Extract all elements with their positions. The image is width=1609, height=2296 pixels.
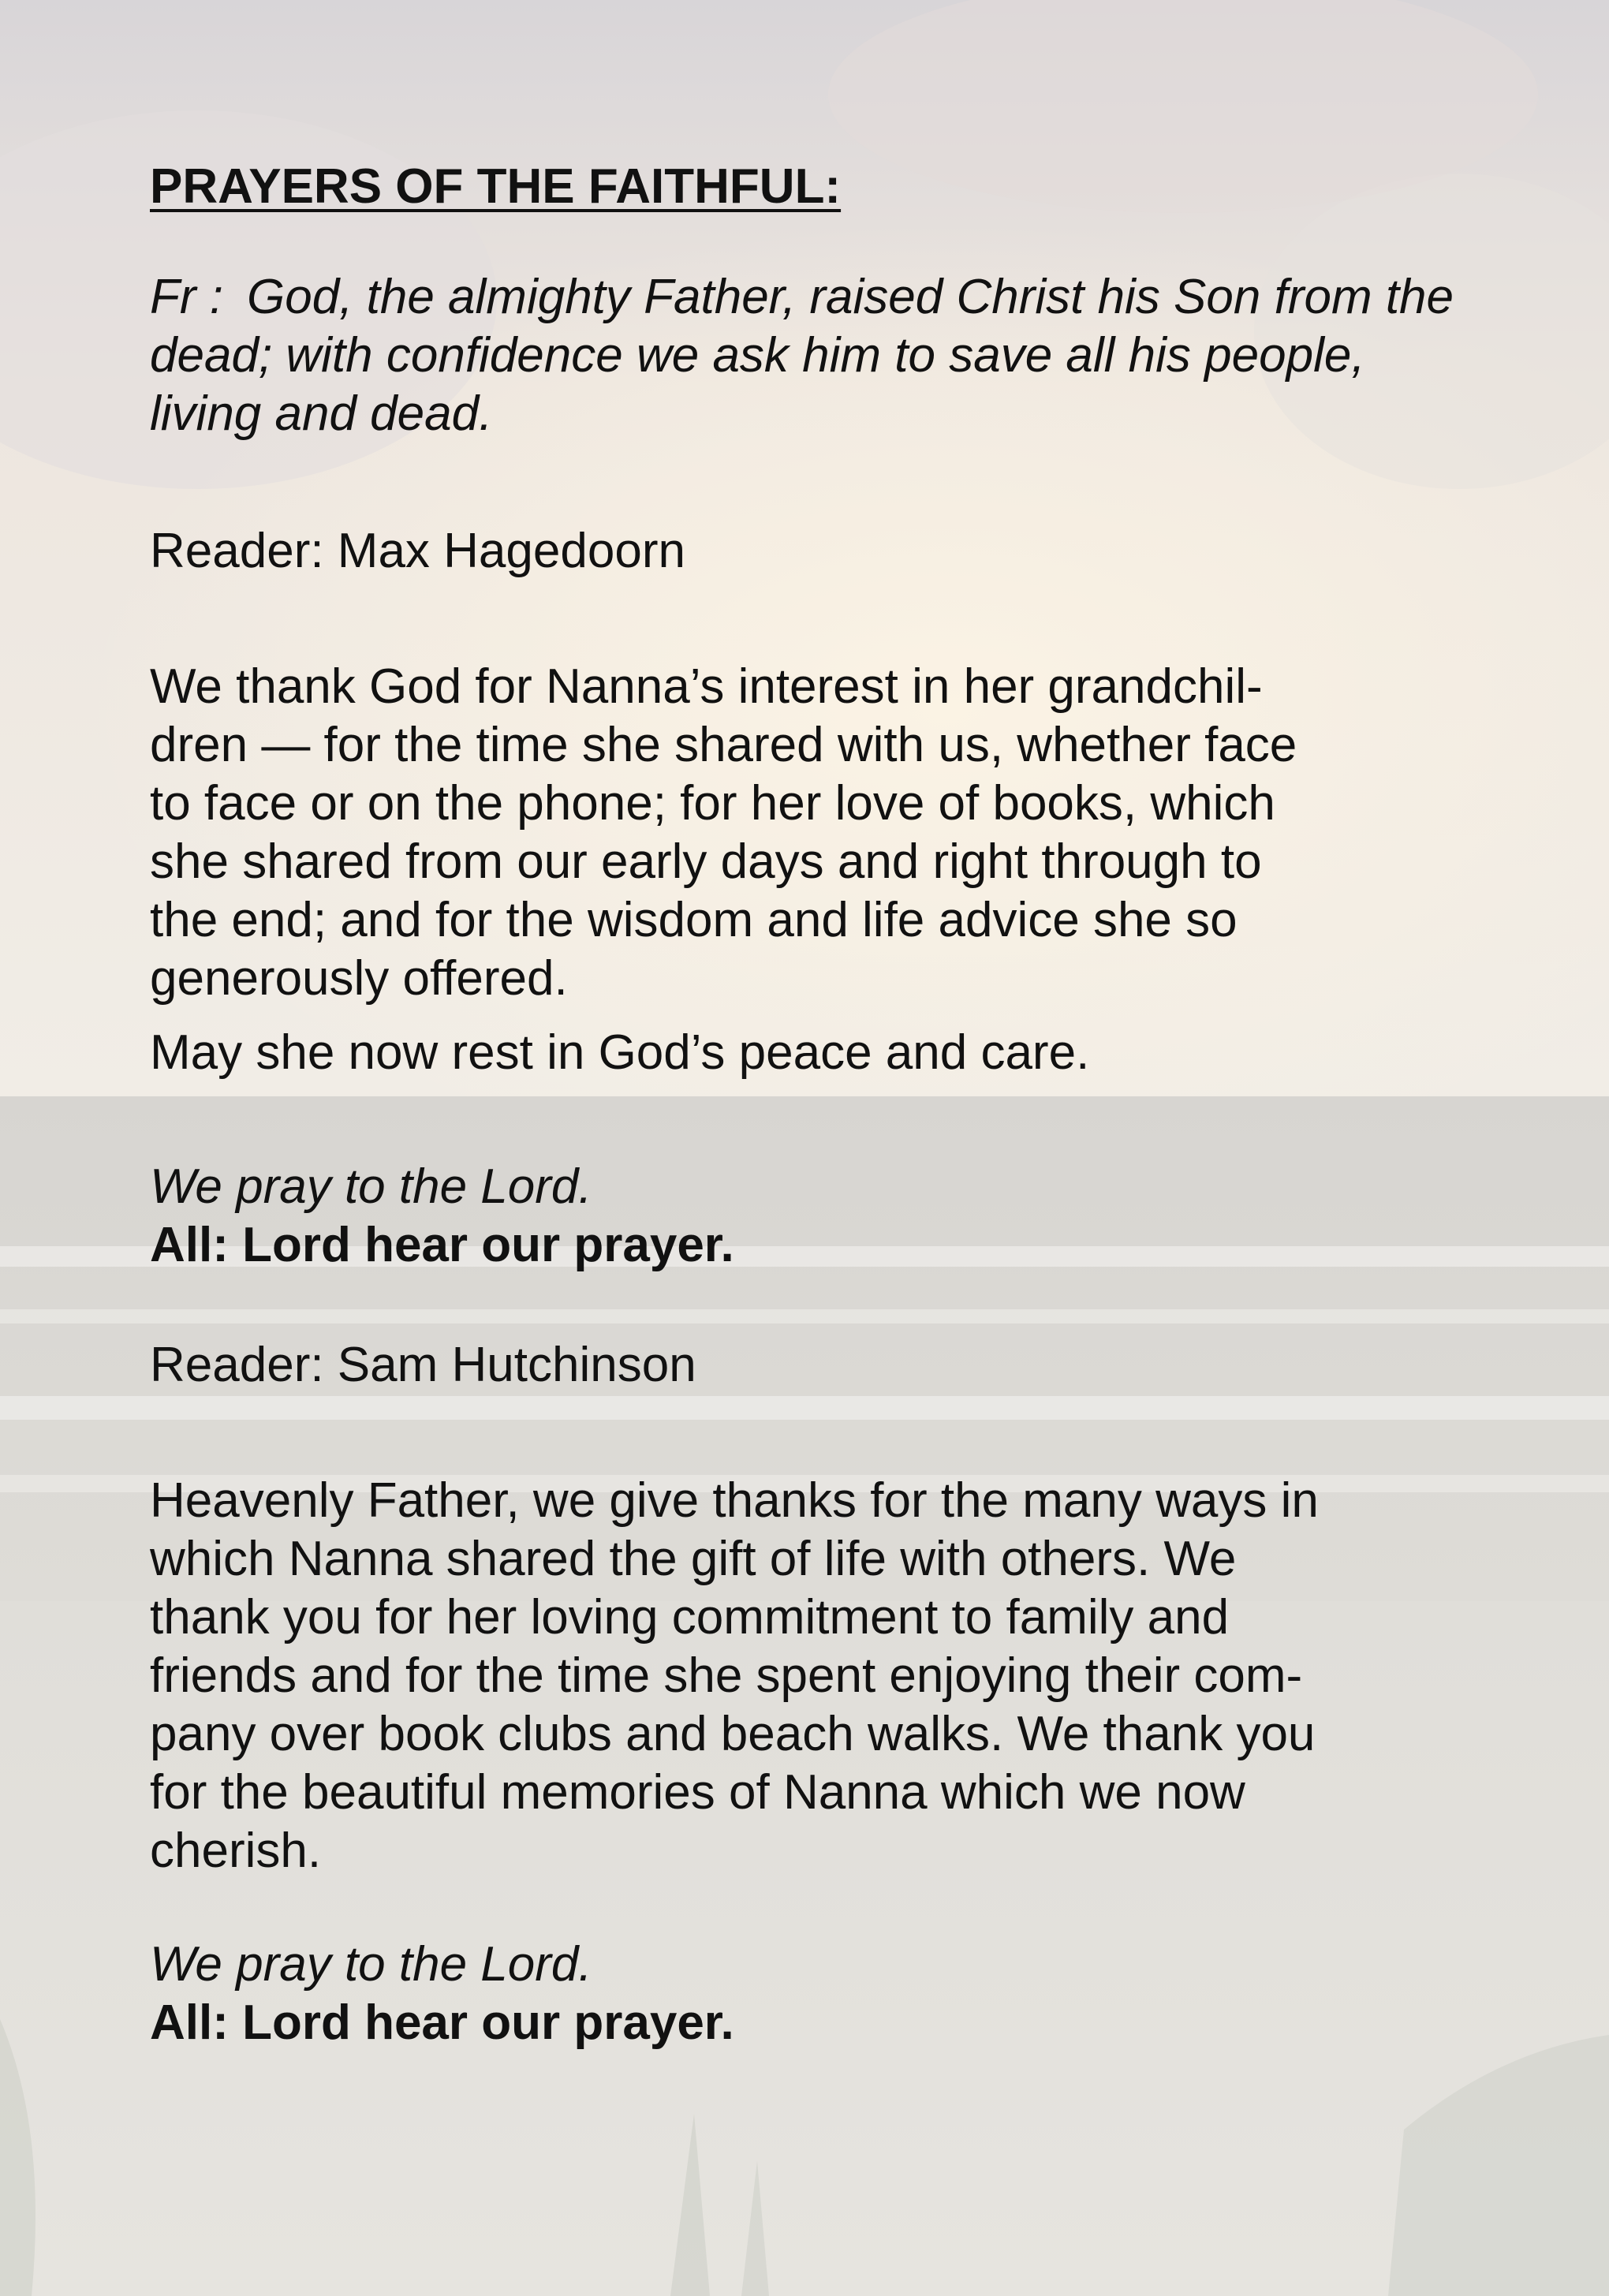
prayer-line: the end; and for the wisdom and life advice she so [150, 893, 1238, 947]
reader-name: Reader: Max Hagedoorn [150, 524, 685, 578]
prayer-line: for the beautiful memories of Nanna which we now [150, 1765, 1245, 1820]
prayer-closing-line: May she now rest in God’s peace and care. [150, 1025, 1090, 1080]
prayer-line: cherish. [150, 1824, 322, 1878]
prayer-intention [150, 658, 1475, 1008]
celebrant-intro-text: God, the almighty Father, raised Christ his Son from the dead; with confidence we ask him to save all his people, living and dead. [150, 270, 1454, 441]
prayer-line: pany over book clubs and beach walks. We thank you [150, 1707, 1316, 1761]
prayer-line: generously offered. [150, 951, 568, 1006]
reader-name: Reader: Sam Hutchinson [150, 1338, 696, 1392]
prayer-intention [150, 1472, 1475, 1880]
prayer-line: We thank God for Nanna’s interest in her grandchil- [150, 659, 1263, 714]
prayer-line: friends and for the time she spent enjoying their com- [150, 1648, 1303, 1703]
prayer-line: Heavenly Father, we give thanks for the many ways in [150, 1473, 1319, 1528]
congregation-response: All: Lord hear our prayer. [150, 1218, 734, 1272]
celebrant-introduction [150, 268, 1475, 443]
congregation-response: All: Lord hear our prayer. [150, 1995, 734, 2050]
page-title: PRAYERS OF THE FAITHFUL: [150, 159, 842, 214]
celebrant-label: Fr : [150, 270, 223, 324]
prayer-line: which Nanna shared the gift of life with others. We [150, 1532, 1237, 1586]
prayer-line: dren — for the time she shared with us, whether face [150, 718, 1297, 772]
invocation: We pray to the Lord. [150, 1159, 592, 1214]
prayer-line: to face or on the phone; for her love of books, which [150, 776, 1275, 831]
prayer-line: she shared from our early days and right through to [150, 834, 1262, 889]
invocation: We pray to the Lord. [150, 1937, 592, 1992]
prayers-document [150, 158, 1475, 2052]
petition-response [150, 1936, 1475, 2052]
petition-response [150, 1158, 1475, 1275]
prayer-line: thank you for her loving commitment to family and [150, 1590, 1230, 1645]
